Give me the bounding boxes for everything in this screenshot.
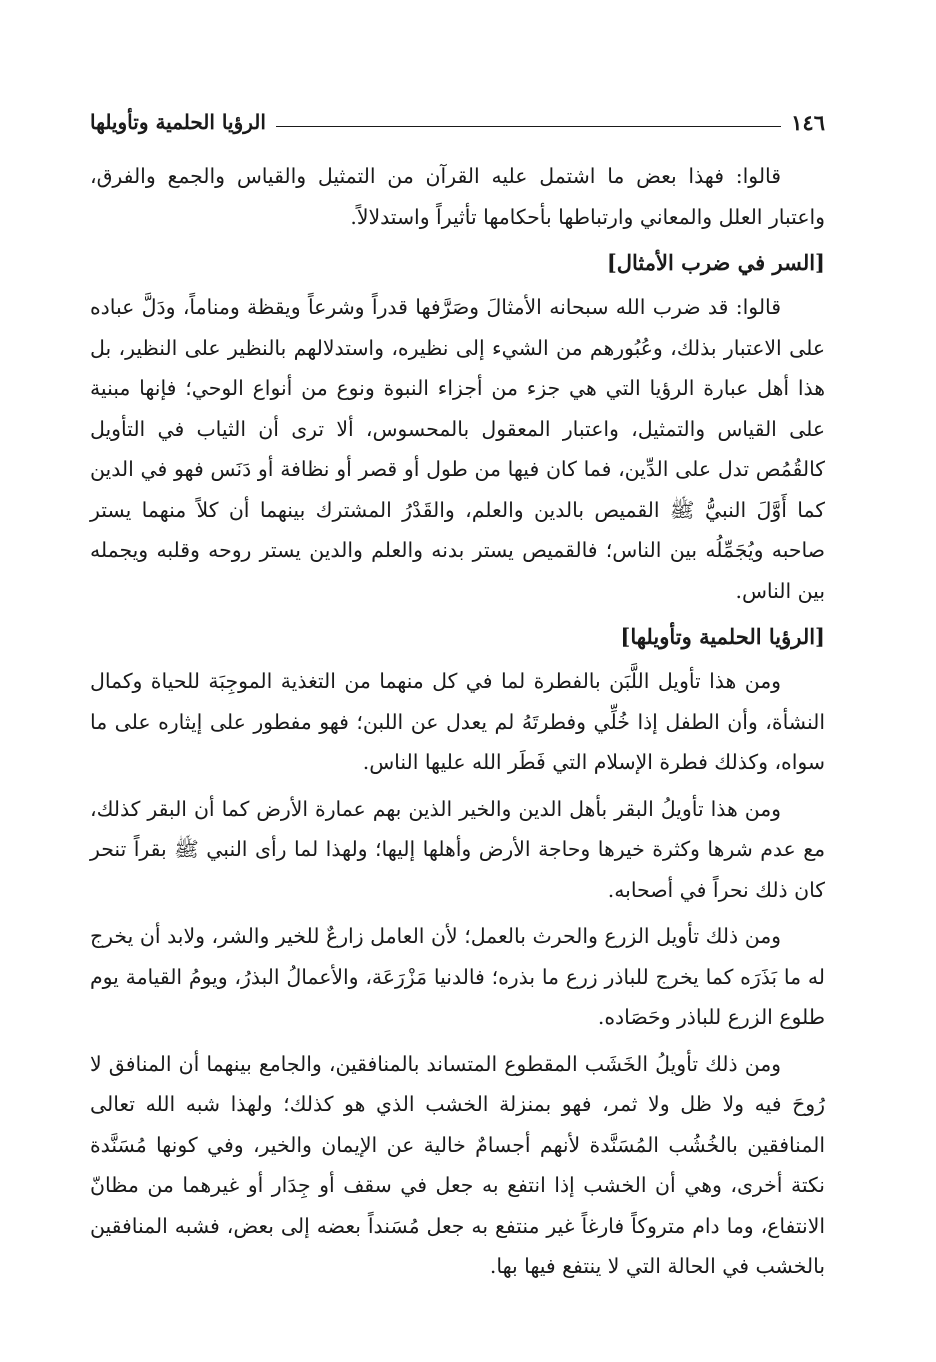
- paragraph: ومن هذا تأويلُ البقر بأهل الدين والخير الذين بهم عمارة الأرض كما أن البقر كذلك، مع عدم شرها وكثرة خيرها وحاجة الأرض وأهلها إليها؛ ولهذا لما رأى النبي ﷺ بقراً تنحر كان ذلك نحراً في أصحابه.: [90, 796, 825, 902]
- paragraph: ومن ذلك تأويلُ الخَشَب المقطوع المتساند بالمنافقين، والجامع بينهما أن المنافق لا رُوحَ فيه ولا ظل ولا ثمر، فهو بمنزلة الخشب الذي هو كذلك؛ ولهذا شبه الله تعالى المنافقين بالخُشُب المُسَنَّدة لأنهم أجسامٌ خالية عن الإيمان والخير، وفي كونها مُسَنَّدة نكتة أخرى، وهي أن الخشب إذا انتفع به جعل في سقف أو جِدَار أو غيرهما من مظانّ الانتفاع، وما دام متروكاً فارغاً غير منتفع به جعل مُسَنداً بعضه إلى بعض، فشبه المنافقين بالخشب في الحالة التي لا ينتفع فيها بها.: [90, 1051, 825, 1278]
- section-heading: [الرؤيا الحلمية وتأويلها]: [620, 624, 825, 649]
- paragraph: ومن هذا تأويل اللَّبَن بالفطرة لما في كل منهما من التغذية الموجِبَة للحياة وكمال النشأة، وأن الطفل إذا خُلِّي وفطرتَهُ لم يعدل عن اللبن؛ فهو مفطور على إيثاره على ما سواه، وكذلك فطرة الإسلام التي فَطَر الله عليها الناس.: [90, 669, 825, 774]
- paragraph: ومن ذلك تأويل الزرع والحرث بالعمل؛ لأن العامل زارعٌ للخير والشر، ولابد أن يخرج له ما بَذَرَه كما يخرج للباذر زرع ما بذره؛ فالدنيا مَزْرَعَة، والأعمالُ البذرُ، ويومُ القيامة يوم طلوع الزرع للباذر وحَصَاده.: [90, 924, 825, 1029]
- header-rule: [276, 126, 781, 127]
- page-number: ١٤٦: [791, 109, 825, 135]
- paragraph: قالوا: قد ضرب الله سبحانه الأمثالَ وصَرَّفها قدراً وشرعاً ويقظة ومناماً، ودَلَّ عباده على الاعتبار بذلك، وعُبُورهم من الشيء إلى نظيره، واستدلالهم بالنظير على النظير، بل هذا أهل عبارة الرؤيا التي هي جزء من أجزاء النبوة ونوع من أنواع الوحي؛ فإنها مبنية على القياس والتمثيل، واعتبار المعقول بالمحسوس، ألا ترى أن الثياب في التأويل كالقُمُص تدل على الدِّين، فما كان فيها من طول أو قصر أو نظافة أو دَنَس فهو في الدين كما أَوَّلَ النبيُّ ﷺ القميص بالدين والعلم، والقَدْرُ المشترك بينهما أن كلاً منهما يستر صاحبه ويُجَمِّلُه بين الناس؛ فالقميص يستر بدنه والعلم والدين يستر روحه وقلبه ويجمله بين الناس.: [90, 295, 825, 603]
- page-body: [90, 156, 825, 1287]
- paragraph: قالوا: فهذا بعض ما اشتمل عليه القرآن من التمثيل والقياس والجمع والفرق، واعتبار العلل والمعاني وارتباطها بأحكامها تأثيراً واستدلالاً.: [90, 164, 825, 229]
- section-heading: [السر في ضرب الأمثال]: [606, 250, 825, 275]
- page-header: [90, 100, 825, 144]
- running-title: الرؤيا الحلمية وتأويلها: [90, 110, 266, 134]
- book-page: [90, 100, 825, 1287]
